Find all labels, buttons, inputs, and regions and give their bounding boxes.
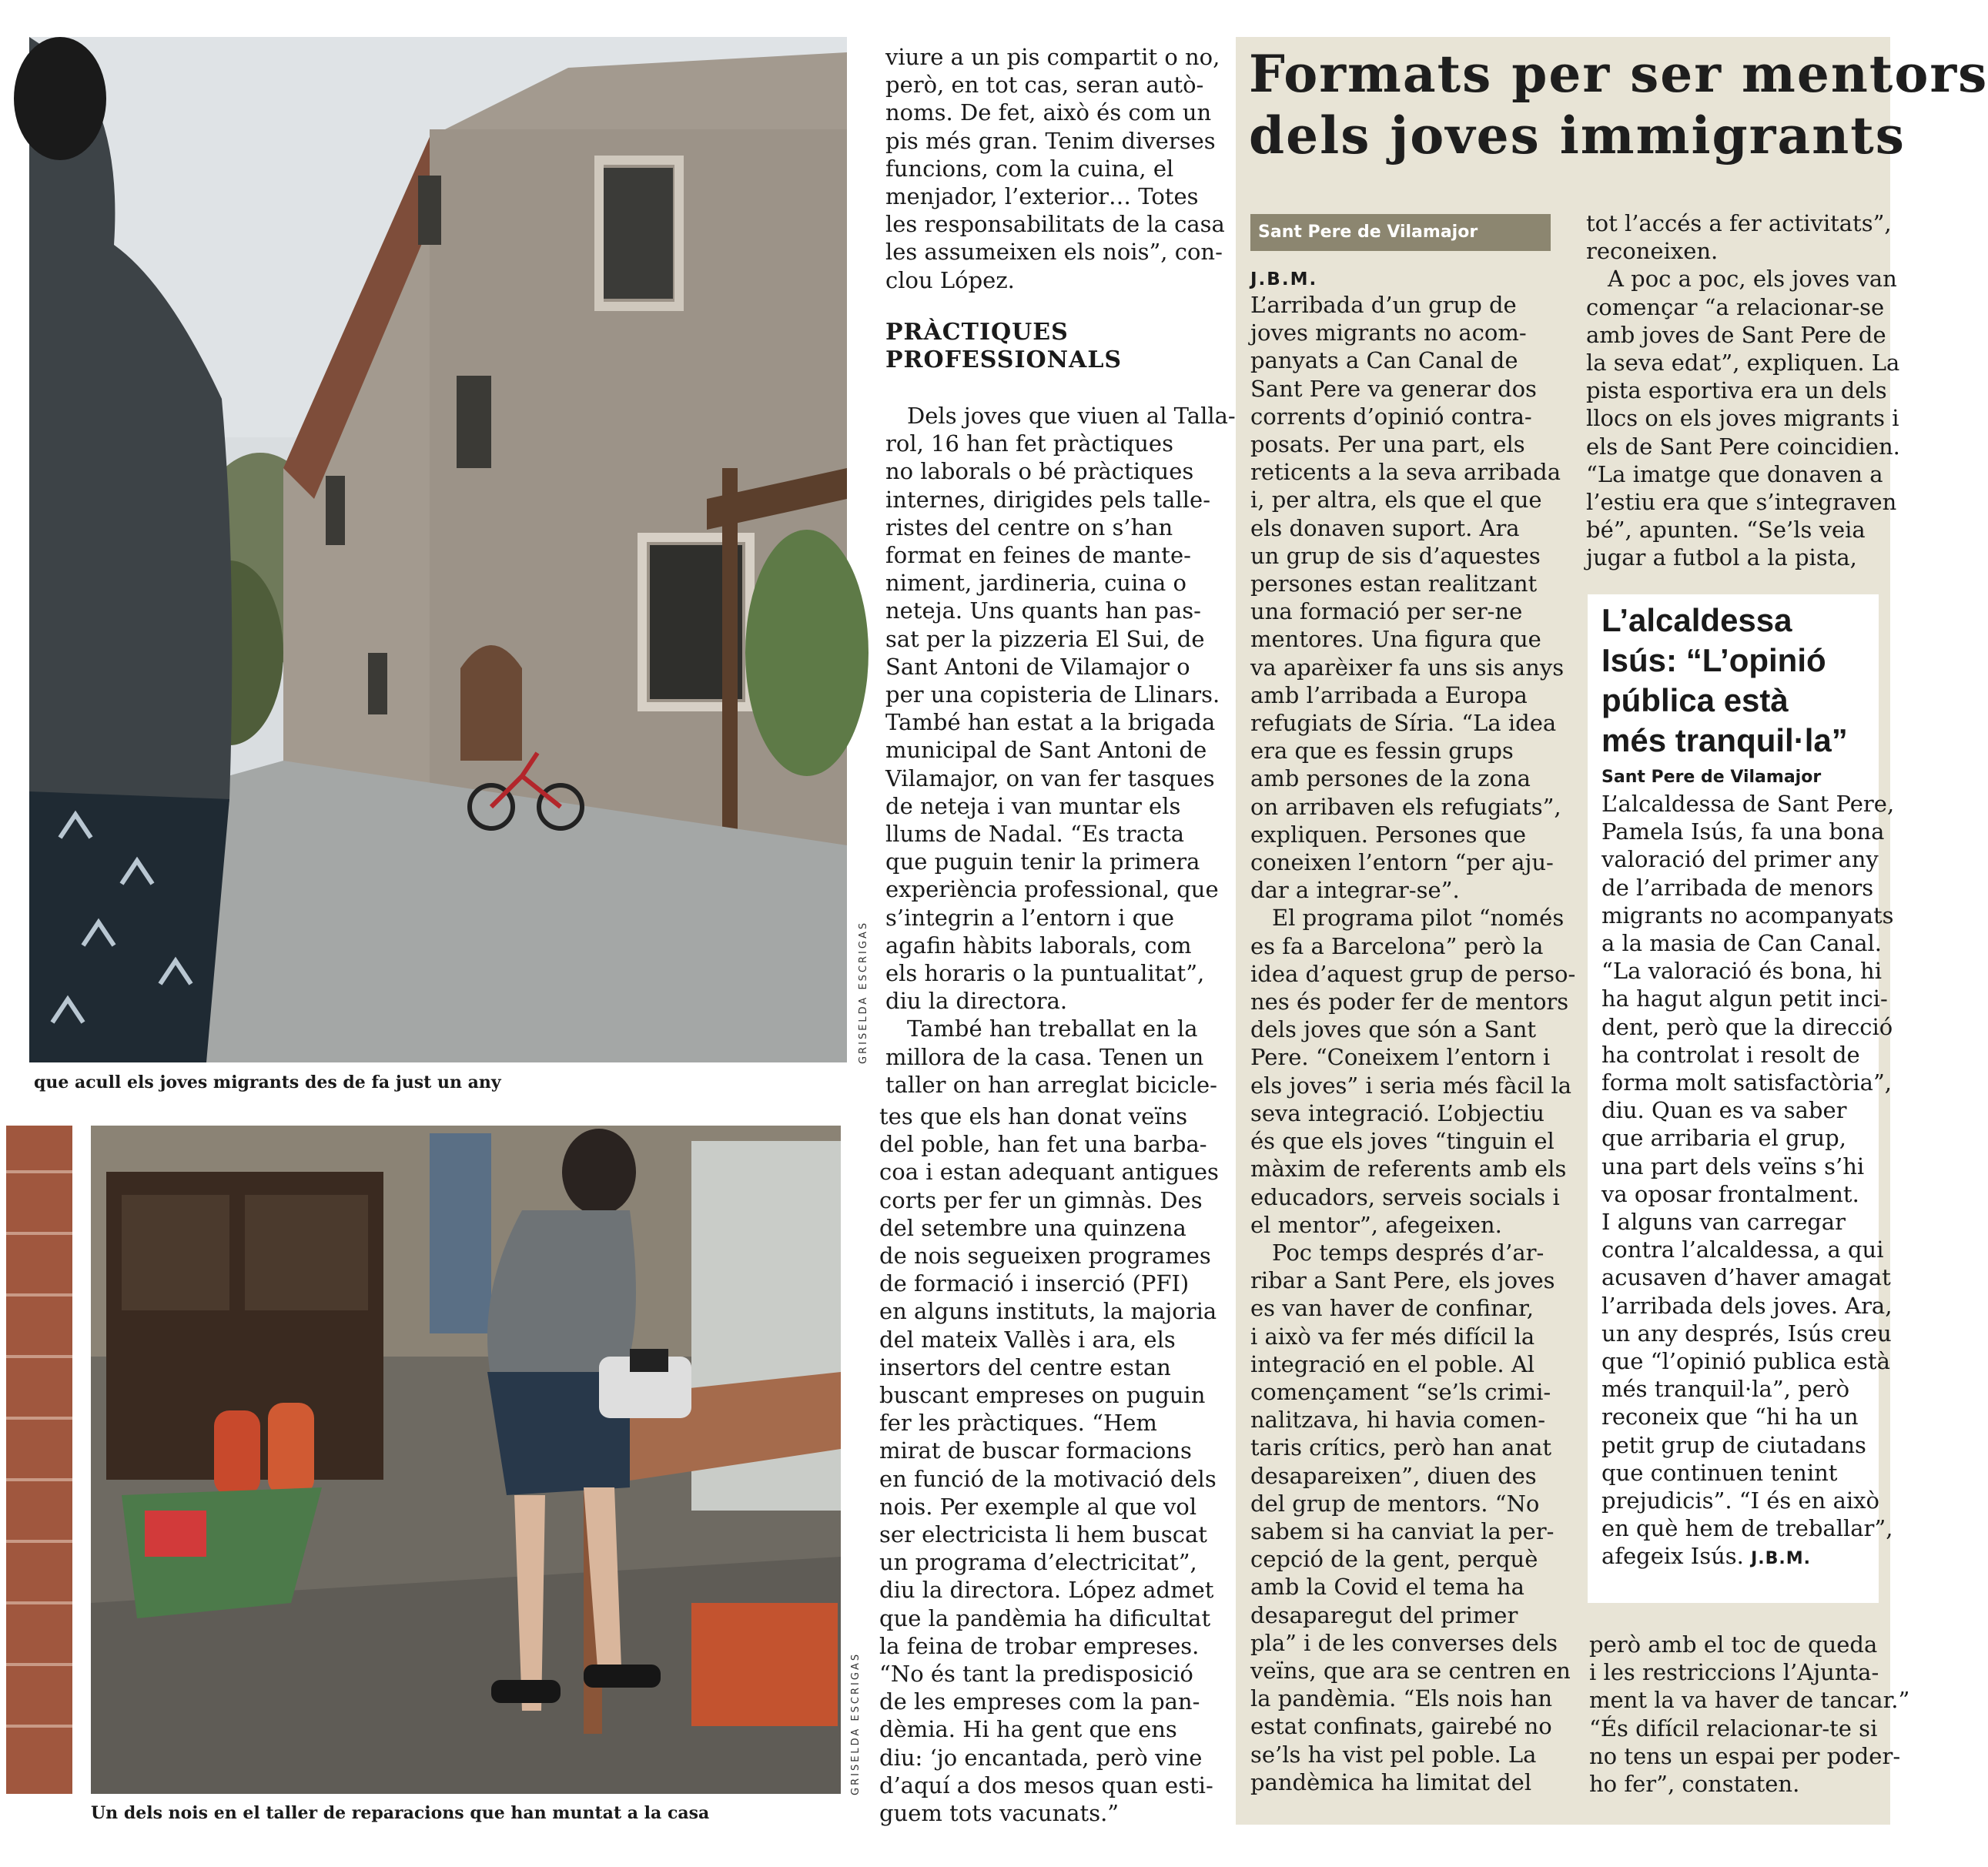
text-line: que continuen tenint [1601, 1459, 1838, 1486]
box-title-line-2: Isús: “L’opinió [1601, 642, 1826, 678]
text-line: clou López. [885, 266, 1015, 293]
text-line: desapareixen”, diuen des [1250, 1462, 1537, 1489]
text-line: sabem si ha canviat la per- [1250, 1517, 1555, 1544]
main-article-col1-bottom [879, 1102, 1219, 1827]
text-line: valoració del primer any [1601, 846, 1879, 873]
bottom-photo-caption: Un dels nois en el taller de reparacions que han muntat a la casa [91, 1803, 710, 1823]
text-line: diu: ‘jo encantada, però vine [879, 1744, 1203, 1771]
text-line: Poc temps després d’ar- [1272, 1239, 1545, 1266]
text-line: millora de la casa. Tenen un [885, 1043, 1204, 1070]
text-line: una part dels veïns s’hi [1601, 1153, 1865, 1179]
text-line: un grup de sis d’aquestes [1250, 542, 1541, 569]
text-line: sat per la pizzeria El Sui, de [885, 625, 1205, 652]
text-line: jugar a futbol a la pista, [1586, 544, 1857, 571]
text-line: i això va fer més difícil la [1250, 1323, 1535, 1350]
text-line: panyats a Can Canal de [1250, 347, 1518, 374]
text-line: amb l’arribada a Europa [1250, 681, 1528, 708]
text-line: tes que els han donat veïns [879, 1103, 1188, 1129]
text-line: llums de Nadal. “Es tracta [885, 821, 1185, 848]
text-line: amb joves de Sant Pere de [1586, 321, 1886, 348]
top-photo-credit: GRISELDA ESCRIGAS [858, 920, 869, 1064]
text-line: ment la va haver de tancar.” [1589, 1687, 1910, 1714]
text-line: nes és poder fer de mentors [1250, 989, 1569, 1015]
box-title-line-1: L’alcaldessa [1601, 602, 1792, 638]
text-line: coa i estan adequant antigues [879, 1159, 1219, 1186]
text-line: “És difícil relacionar-te si [1589, 1715, 1878, 1742]
text-line: es van haver de confinar, [1250, 1295, 1534, 1322]
text-line: pis més gran. Tenim diverses [885, 127, 1216, 154]
text-line: de nois segueixen programes [879, 1243, 1211, 1270]
text-line: pla” i de les converses dels [1250, 1629, 1558, 1656]
text-line: També han estat a la brigada [885, 709, 1216, 736]
interview-box-title [1601, 601, 1848, 761]
text-line: ribar a Sant Pere, els joves [1250, 1267, 1555, 1294]
text-line: “No és tant la predisposició [879, 1661, 1193, 1688]
text-line: reconeix que “hi ha un [1601, 1404, 1859, 1430]
side-article-colB-bottom [1589, 1631, 1909, 1798]
text-line: una formació per ser-ne [1250, 598, 1523, 625]
place-tag: Sant Pere de Vilamajor [1250, 214, 1551, 251]
headline-line-1: Formats per ser mentors [1249, 44, 1988, 104]
text-line: amb persones de la zona [1250, 765, 1531, 792]
text-line: però amb el toc de queda [1589, 1631, 1878, 1658]
text-line: va aparèixer fa uns sis anys [1250, 654, 1565, 681]
text-line: taller on han arreglat bicicle- [885, 1071, 1217, 1098]
text-line: insertors del centre estan [879, 1353, 1171, 1380]
text-line: mentores. Una figura que [1250, 626, 1541, 653]
text-line: diu la directora. [885, 988, 1068, 1015]
text-line: estat confinats, gairebé no [1250, 1713, 1552, 1740]
main-article-col1-mid [885, 402, 1236, 1099]
text-line: les responsabilitats de la casa [885, 211, 1225, 238]
text-line: joves migrants no acom- [1250, 320, 1527, 346]
text-line: pista esportiva era un dels [1586, 377, 1887, 404]
text-line: integració en el poble. Al [1250, 1350, 1535, 1377]
text-line: els donaven suport. Ara [1250, 514, 1520, 541]
text-line: posats. Per una part, els [1250, 431, 1525, 458]
text-line: Pere. “Coneixem l’entorn i [1250, 1044, 1551, 1071]
text-line: nois. Per exemple al que vol [879, 1493, 1197, 1520]
text-line: fer les pràctiques. “Hem [879, 1410, 1157, 1437]
text-line: en què hem de treballar”, [1601, 1515, 1893, 1542]
text-line: municipal de Sant Antoni de [885, 737, 1207, 764]
brick-wall-illustration [6, 1126, 72, 1794]
text-line: guem tots vacunats.” [879, 1800, 1120, 1827]
text-line: començament “se’ls crimi- [1250, 1378, 1551, 1405]
side-article-colB-top [1586, 209, 1900, 572]
text-line: diu la directora. López admet [879, 1577, 1214, 1604]
text-line: neteja. Uns quants han pas- [885, 597, 1201, 624]
text-line: L’alcaldessa de Sant Pere, [1601, 791, 1895, 817]
text-line: més tranquil·la”, però [1601, 1376, 1850, 1403]
text-line: taris crítics, però han anat [1250, 1434, 1552, 1461]
photo-brick-edge [6, 1126, 72, 1794]
text-line: que “l’opinió publica està [1601, 1348, 1890, 1375]
text-line: persones estan realitzant [1250, 570, 1538, 597]
text-line: la feina de trobar empreses. [879, 1632, 1200, 1659]
headline-line-2: dels joves immigrants [1249, 105, 1906, 166]
text-line: pandèmica ha limitat del [1250, 1768, 1532, 1795]
box-title-line-3: pública està [1601, 682, 1789, 718]
text-line: era que es fessin grups [1250, 738, 1514, 765]
text-line: forma molt satisfactòria”, [1601, 1069, 1892, 1096]
text-line: no laborals o bé pràctiques [885, 458, 1194, 485]
text-line: nalitzava, hi havia comen- [1250, 1407, 1545, 1434]
text-line: els de Sant Pere coincidien. [1586, 433, 1900, 460]
text-line: contra l’alcaldessa, a qui [1601, 1236, 1884, 1263]
text-line: de neteja i van muntar els [885, 792, 1181, 819]
text-line: El programa pilot “només [1272, 905, 1565, 932]
text-line: educadors, serveis socials i [1250, 1183, 1560, 1210]
subhead-practiques [885, 319, 1122, 374]
main-article-col1-top [885, 43, 1225, 294]
text-line: reconeixen. [1586, 238, 1719, 265]
text-line: a la masia de Can Canal. [1601, 930, 1883, 957]
text-line: no tens un espai per poder- [1589, 1742, 1901, 1769]
text-line: del mateix Vallès i ara, els [879, 1326, 1176, 1353]
text-line: Vilamajor, on van fer tasques [885, 765, 1215, 791]
text-line: viure a un pis compartit o no, [885, 44, 1220, 70]
text-line: agafin hàbits laborals, com [885, 932, 1192, 959]
text-line: va oposar frontalment. [1601, 1180, 1859, 1207]
text-line: idea d’aquest grup de perso- [1250, 960, 1576, 987]
text-line: que la pandèmia ha dificultat [879, 1604, 1211, 1631]
text-line: internes, dirigides pels talle- [885, 486, 1210, 513]
text-line: ristes del centre on s’han [885, 514, 1173, 540]
text-line: les assumeixen els nois”, con- [885, 239, 1223, 266]
text-line: menjador, l’exterior… Totes [885, 183, 1199, 210]
text-line: ha hagut algun petit inci- [1601, 985, 1888, 1012]
text-line: acusaven d’haver amagat [1601, 1264, 1891, 1291]
text-line: amb la Covid el tema ha [1250, 1574, 1524, 1601]
text-line: afegeix Isús. [1601, 1543, 1744, 1570]
text-line: un any després, Isús creu [1601, 1320, 1892, 1347]
text-line: corts per fer un gimnàs. Des [879, 1186, 1203, 1213]
text-line: els horaris o la puntualitat”, [885, 960, 1205, 987]
text-line: noms. De fet, això és com un [885, 99, 1212, 126]
text-line: També han treballat en la [907, 1015, 1198, 1042]
text-line: Dels joves que viuen al Talla- [907, 403, 1236, 429]
text-line: expliquen. Persones que [1250, 821, 1527, 848]
text-line: en alguns instituts, la majoria [879, 1298, 1217, 1325]
side-article-headline [1249, 43, 1988, 166]
text-line: Sant Pere va generar dos [1250, 375, 1537, 402]
photo-workshop [91, 1126, 841, 1794]
text-line: que arribaria el grup, [1601, 1125, 1846, 1152]
interview-box-body [1601, 790, 1894, 1574]
text-line: ser electricista li hem buscat [879, 1521, 1207, 1548]
text-line: de formació i inserció (PFI) [879, 1270, 1190, 1297]
box-signature: J.B.M. [1751, 1549, 1812, 1569]
text-line: rol, 16 han fet pràctiques [885, 430, 1173, 457]
text-line: en funció de la motivació dels [879, 1465, 1217, 1492]
text-line: A poc a poc, els joves van [1608, 266, 1897, 293]
text-line: començar “a relacionar-se [1586, 293, 1885, 320]
interview-box-place: Sant Pere de Vilamajor [1601, 768, 1822, 787]
text-line: per una copisteria de Llinars. [885, 681, 1220, 708]
workshop-photo-illustration [91, 1126, 841, 1794]
text-line: llocs on els joves migrants i [1586, 405, 1899, 432]
text-line: dels joves que són a Sant [1250, 1016, 1537, 1043]
box-title-line-4: més tranquil·la” [1601, 722, 1848, 758]
text-line: desaparegut del primer [1250, 1601, 1518, 1628]
text-line: prejudicis”. “I és en això [1601, 1487, 1879, 1514]
subhead-line-2: PROFESSIONALS [885, 346, 1123, 373]
text-line: de les empreses com la pan- [879, 1688, 1200, 1715]
text-line: i, per altra, els que el que [1250, 487, 1542, 514]
text-line: petit grup de ciutadans [1601, 1431, 1866, 1458]
text-line: “La valoració és bona, hi [1601, 958, 1882, 985]
text-line: refugiats de Síria. “La idea [1250, 710, 1557, 737]
text-line: seva integració. L’objectiu [1250, 1099, 1545, 1126]
text-line: se’ls ha vist pel poble. La [1250, 1741, 1537, 1768]
text-line: buscant empreses on puguin [879, 1382, 1206, 1409]
text-line: cepció de la gent, perquè [1250, 1546, 1538, 1573]
text-line: format en feines de mante- [885, 542, 1191, 569]
text-line: reticents a la seva arribada [1250, 459, 1561, 486]
side-article-colA [1250, 291, 1575, 1796]
text-line: la seva edat”, expliquen. La [1586, 350, 1900, 376]
text-line: però, en tot cas, seran autò- [885, 72, 1204, 99]
text-line: I alguns van carregar [1601, 1209, 1846, 1236]
byline: J.B.M. [1250, 269, 1318, 289]
bottom-photo-credit: GRISELDA ESCRIGAS [850, 1651, 862, 1795]
text-line: d’aquí a dos mesos quan esti- [879, 1772, 1213, 1798]
text-line: coneixen l’entorn “per aju- [1250, 849, 1554, 876]
text-line: un programa d’electricitat”, [879, 1549, 1197, 1576]
text-line: ha controlat i resolt de [1601, 1041, 1860, 1068]
text-line: mirat de buscar formacions [879, 1437, 1192, 1464]
text-line: màxim de referents amb els [1250, 1156, 1567, 1183]
text-line: del setembre una quinzena [879, 1214, 1186, 1241]
text-line: migrants no acompanyats [1601, 902, 1894, 928]
text-line: l’estiu era que s’integraven [1586, 489, 1897, 516]
text-line: niment, jardineria, cuina o [885, 570, 1186, 597]
text-line: la pandèmia. “Els nois han [1250, 1685, 1553, 1712]
text-line: on arribaven els refugiats”, [1250, 793, 1561, 820]
text-line: ho fer”, constaten. [1589, 1771, 1800, 1798]
text-line: L’arribada d’un grup de [1250, 292, 1517, 318]
text-line: veïns, que ara se centren en [1250, 1657, 1571, 1684]
text-line: bé”, apunten. “Se’ls veia [1586, 517, 1866, 544]
text-line: s’integrin a l’entorn i que [885, 904, 1175, 931]
text-line: dar a integrar-se”. [1250, 877, 1460, 904]
text-line: “La imatge que donaven a [1586, 460, 1883, 487]
text-line: que puguin tenir la primera [885, 848, 1200, 875]
text-line: el mentor”, afegeixen. [1250, 1211, 1502, 1238]
text-line: l’arribada dels joves. Ara, [1601, 1292, 1893, 1319]
text-line: corrents d’opinió contra- [1250, 403, 1532, 430]
text-line: els joves” i seria més fàcil la [1250, 1072, 1572, 1099]
text-line: diu. Quan es va saber [1601, 1097, 1847, 1124]
text-line: de l’arribada de menors [1601, 874, 1874, 901]
masia-photo-illustration [29, 37, 847, 1062]
text-line: es fa a Barcelona” però la [1250, 932, 1544, 959]
text-line: és que els joves “tinguin el [1250, 1128, 1555, 1155]
text-line: Sant Antoni de Vilamajor o [885, 653, 1190, 680]
text-line: experiència professional, que [885, 876, 1219, 903]
subhead-line-1: PRÀCTIQUES [885, 319, 1069, 346]
text-line: tot l’accés a fer activitats”, [1586, 210, 1892, 236]
photo-masia [29, 37, 847, 1062]
top-photo-caption: que acull els joves migrants des de fa just un any [34, 1072, 501, 1092]
text-line: dèmia. Hi ha gent que ens [879, 1716, 1177, 1743]
text-line: del poble, han fet una barba- [879, 1131, 1207, 1158]
text-line: dent, però que la direcció [1601, 1013, 1893, 1040]
text-line: del grup de mentors. “No [1250, 1490, 1540, 1517]
text-line: i les restriccions l’Ajunta- [1589, 1659, 1879, 1686]
text-line: Pamela Isús, fa una bona [1601, 818, 1885, 845]
text-line: funcions, com la cuina, el [885, 155, 1174, 182]
